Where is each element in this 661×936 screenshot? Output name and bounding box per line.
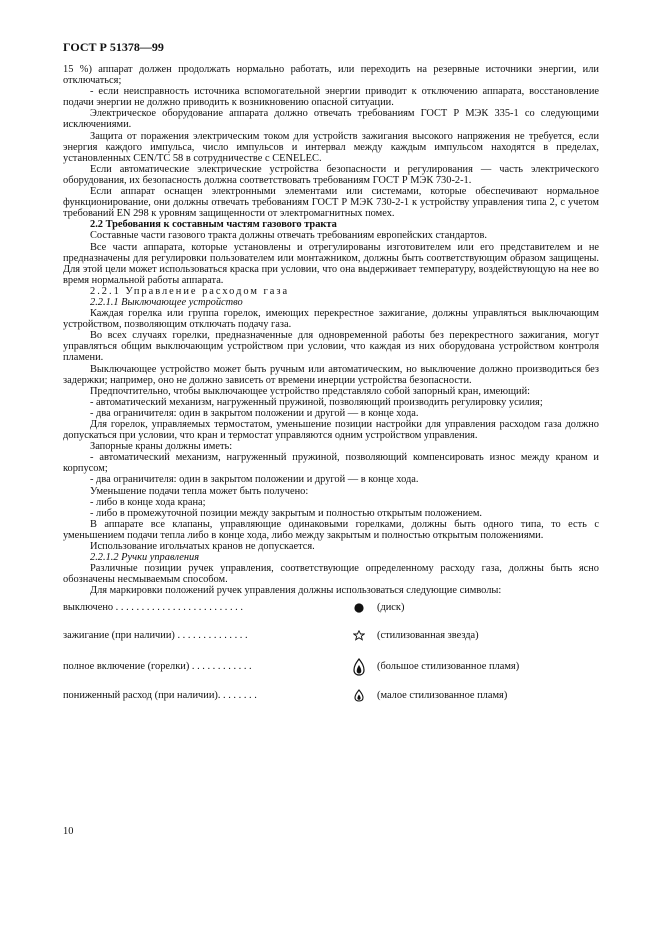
symbol-row [63,688,599,704]
small-flame-icon [341,689,377,702]
paragraph: Каждая горелка или группа горелок, имеющих перекрестное зажигание, должны управляться выключающим устройством, позволяющим отключать подачу газа. [63,308,599,331]
paragraph: Если аппарат оснащен электронными элементами или системами, которые обеспечивают нормальное функционирование, они должны отвечать требованиям ГОСТ Р МЭК 730-2-1 к устройству управления типа 2, с учетом требований EN 298 к уровням защищенности от электромагнитных помех. [63,186,599,220]
paragraph: Если автоматические электрические устройства безопасности и регулирования — часть электрического оборудования, их безопасность должна соответствовать требованиям ГОСТ Р МЭК 730-2-1. [63,163,599,186]
paragraph: Защита от поражения электрическим током для устройств зажигания высокого напряжения не требуется, если энергия каждого импульса, число импульсов и интервал между каждым импульсом находятся в пределах, установленных CEN/TC 58 в сотрудничестве с CENELEC. [63,130,599,164]
star-icon [341,630,377,642]
subsection-heading: 2.2.1.1 Выключающее устройство [90,296,243,308]
list-item: - автоматический механизм, нагруженный пружиной, позволяющий компенсировать износ между краном и корпусом; [63,452,599,475]
symbol-table [63,600,599,704]
subsection-heading: 2.2.1.2 Ручки управления [90,552,200,564]
large-flame-icon [341,658,377,676]
list-item: - либо в конце хода крана; [90,496,206,508]
symbol-description: (диск) [377,602,405,613]
symbol-row [63,626,599,646]
symbol-description: (стилизованная звезда) [377,630,479,641]
paragraph: В аппарате все клапаны, управляющие одинаковыми горелками, должны быть одного типа, то есть с уменьшением подачи тепла либо в конце хода, либо между закрытым и полностью открытым положениями. [63,518,599,541]
symbol-label: пониженный расход (при наличии). . . . . . . . [63,690,257,701]
paragraph: Предпочтительно, чтобы выключающее устройство представляло собой запорный кран, имеющий: [90,385,531,397]
paragraph: Запорные краны должны иметь: [90,441,233,453]
disk-icon [341,602,377,614]
body-text [63,64,599,597]
symbol-description: (малое стилизованное пламя) [377,690,508,701]
paragraph: Электрическое оборудование аппарата должно отвечать требованиям ГОСТ Р МЭК 335-1 со следующими исключениями. [63,108,599,131]
paragraph: Выключающее устройство может быть ручным или автоматическим, но выключение должно производиться без задержки; например, оно не должно зависеть от времени инерции устройства безопасности. [63,363,599,386]
paragraph: Составные части газового тракта должны отвечать требованиям европейских стандартов. [90,230,487,242]
paragraph: Различные позиции ручек управления, соответствующие определенному расходу газа, должны быть ясно обозначены несмываемым способом. [63,563,599,586]
symbol-label: полное включение (горелки) . . . . . . . . . . . . [63,661,252,672]
paragraph: Для горелок, управляемых термостатом, уменьшение позиции настройки для управления расходом газа должно допускаться при условии, что кран и термостат управляются одним устройством управления. [63,419,599,442]
document-page [63,40,599,704]
page-header: ГОСТ Р 51378—99 [63,40,164,54]
paragraph: 15 %) аппарат должен продолжать нормально работать, или переходить на резервные источники энергии, или отключаться; [63,64,599,87]
paragraph: Для маркировки положений ручек управления должны использоваться следующие символы: [90,585,502,597]
page-number: 10 [63,826,74,837]
list-item: - два ограничителя: один в закрытом положении и другой — в конце хода. [90,474,419,486]
symbol-label: зажигание (при наличии) . . . . . . . . . . . . . . [63,630,248,641]
symbol-row [63,600,599,616]
list-item: - два ограничителя: один в закрытом положении и другой — в конце хода. [90,407,419,419]
symbol-label: выключено . . . . . . . . . . . . . . . . . . . . . . . . . [63,602,243,613]
paragraph: Уменьшение подачи тепла может быть получено: [90,485,309,497]
subsection-heading: 2.2.1 Управление расходом газа [90,285,290,297]
symbol-row [63,656,599,678]
section-heading: 2.2 Требования к составным частям газового тракта [90,219,337,231]
symbol-description: (большое стилизованное пламя) [377,661,520,672]
list-item: - автоматический механизм, нагруженный пружиной, позволяющий производить регулировку усилия; [90,396,543,408]
paragraph: - если неисправность источника вспомогательной энергии приводит к отключению аппарата, восстановление подачи энергии не должно приводить к возникновению опасной ситуации. [63,86,599,109]
paragraph: Использование игольчатых кранов не допускается. [90,541,315,553]
list-item: - либо в промежуточной позиции между закрытым и полностью открытым положением. [90,507,483,519]
paragraph: Во всех случаях горелки, предназначенные для одновременной работы без перекрестного зажигания, могут управляться общим выключающим устройством при условии, что каждая из них оборудована устройством контроля пламени. [63,330,599,364]
paragraph: Все части аппарата, которые установлены и отрегулированы изготовителем или его представителем и не предназначены для регулировки пользователем или монтажником, должны быть соответствующим образом защищены. Для этой цели может использоваться краска при условии, что она выдерживает температуру, воздействующую на нее во время нормальной работы аппарата. [63,241,599,286]
